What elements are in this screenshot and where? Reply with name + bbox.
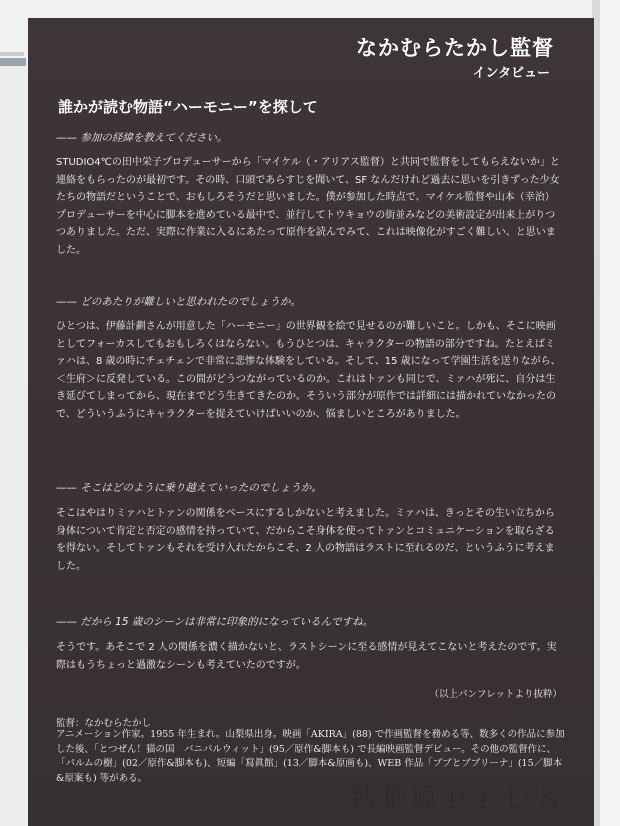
wall-rail: [0, 58, 26, 66]
answer-3: そこはやはりミァハとトァンの関係をベースにするしかないと考えました。ミァハは、きっとその生い立ちから身体について肯定と否定の感情を持っていて、だからこそ身体を使ってトァンとコミュニケーションを取らざるを得ない。そしてトァンもそれを受け入れたからこそ、2 人の物語はラストに至れるのだ、というふうに考えました。: [56, 508, 555, 572]
site-watermark: 秋葉原ＰＬＵＳ: [349, 784, 566, 815]
question-4: —— だから 15 歳のシーンは非常に印象的になっているんですね。: [56, 616, 374, 628]
answer-4: そうです。あそこで 2 人の関係を濃く描かないと、ラストシーンに至る感情が見えてこないと考えたのです。実際はもうちょっと過激なシーンも考えていたのですが。: [56, 642, 557, 671]
director-bio-heading: 監督：なかむらたかし: [56, 718, 152, 729]
poster-subtitle: インタビュー: [472, 66, 550, 81]
source-credit: （以上パンフレットより抜粋）: [429, 689, 562, 700]
answer-2: ひとつは、伊藤計劃さんが用意した「ハーモニー」の世界観を絵で見せるのが難しいこと。しかも、そこに映画としてフォーカスしてもおもしろくはならない。もうひとつは、キャラクターの物語の部分ですね。たとえばミァハは、8 歳の時にチェチェンで非常に悲惨な体験をしている。そして、15 歳になって学園生活を送りながら、＜生府＞に反発している。この間がどうつながっているのか。これはトァンも同じで、ミァハが死に、自分は生き延びてしまってから、現在までどう生きてきたのか。そういう部分が原作では詳細には描かれていなかったので、どういうふうにキャラクターを捉えていけばいいのか、悩ましいところがありました。: [56, 321, 561, 420]
interview-poster-board: [28, 18, 594, 826]
poster-title: なかむらたかし監督: [356, 36, 554, 60]
answer-1: STUDIO4℃の田中栄子プロデューサーから「マイケル（・アリアス監督）と共同で監督をしてもらえないか」と連絡をもらったのが最初です。その時、口頭であらすじを聞いて、SF なんだけれど過去に思いを引きずった少女たちの物語だということで、おもしろそうだと思いました。僕が参加した時点で、マイケル監督や山本（幸治）プロデューサーを中心に脚本を進めている最中で、並行してトウキョウの街並みなどの美術設定が出来上がりつつありました。ただ、実際に作業に入るにあたって原作を読んでみて、これは映像化がすごく難しい、と思いました。: [56, 157, 560, 256]
poster-headline: 誰かが読む物語“ハーモニー”を探して: [58, 98, 318, 116]
question-1: —— 参加の経緯を教えてください。: [56, 132, 228, 144]
wall-rail-upper: [0, 52, 24, 56]
question-2: —— どのあたりが難しいと思われたのでしょうか。: [56, 296, 301, 308]
question-3: —— そこはどのように乗り越えていったのでしょうか。: [56, 482, 322, 494]
wall-right: [600, 0, 620, 826]
director-bio-text: アニメーション作家。1955 年生まれ。山梨県出身。映画「AKIRA」(88) で作画監督を務める等、数多くの作品に参加した後、「とつぜん！猫の国 バニパルウィット」(95／原作&脚本も) で長編映画監督デビュー。その他の監督作に、「パルムの樹」(02／原作&脚本も)、短編「寫眞館」(13／脚本&原画も)、WEB 作品「ブブとブブリーナ」(15／脚本&原案も) 等がある。: [56, 729, 565, 784]
